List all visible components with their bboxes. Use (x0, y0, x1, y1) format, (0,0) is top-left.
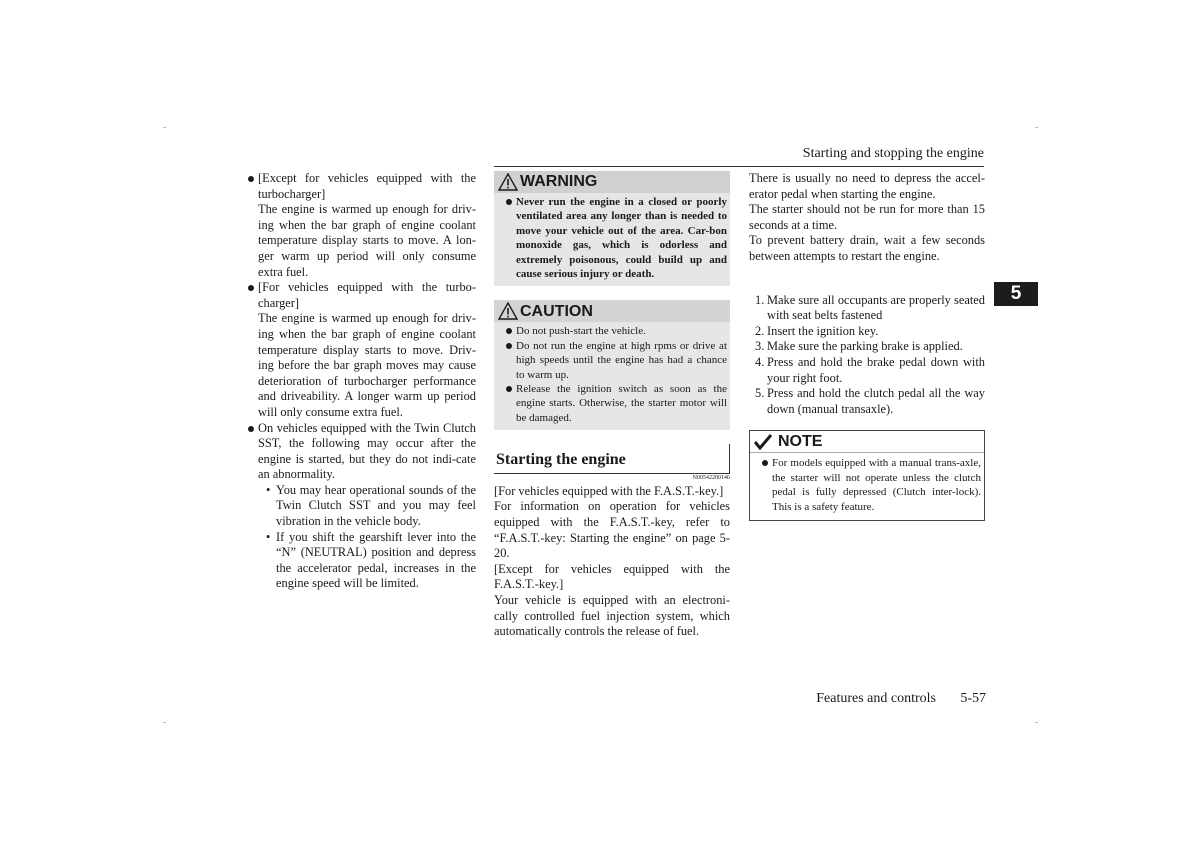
step-item: 3. Make sure the parking brake is applied. (755, 339, 963, 354)
section-paragraph: Your vehicle is equipped with an electroni-cally controlled fuel injection system, which automatically controls the release of fuel. (494, 593, 730, 639)
warning-title: WARNING (520, 173, 598, 191)
bullet-body: The engine is warmed up enough for driv-ing when the bar graph of engine coolant temperature display starts to move. A lon-ger warm up period will only consume extra fuel. (258, 202, 476, 279)
right-column (749, 171, 985, 521)
warning-header (494, 171, 730, 193)
step-item: 2. Insert the ignition key. (755, 323, 879, 338)
sub-bullet: • If you shift the gearshift lever into the “N” (NEUTRAL) position and depress the accelerator pedal, increases in the engine speed will be limited. (258, 530, 476, 592)
middle-column (494, 171, 730, 640)
bullet-label: On vehicles equipped with the Twin Clutch SST, the following may occur after the engine is started, but they do not indi-cate an abnormality. (258, 420, 476, 482)
page-header-title: Starting and stopping the engine (802, 146, 984, 161)
caution-item: Do not run the engine at high rpms or drive at high speeds until the engine has had a chance to warm up. (504, 339, 727, 382)
warning-item: Never run the engine in a closed or poorly ventilated area any longer than is needed to move your vehicle out of the area. Car-bon monoxide gas, which is odorless and extremely poisonous, could build up and cause serious injury or death. (504, 195, 727, 281)
intro-paragraph: There is usually no need to depress the accel-erator pedal when starting the engine. (749, 171, 985, 201)
note-title: NOTE (778, 433, 823, 451)
bullet-body: The engine is warmed up enough for driv-ing when the bar graph of engine coolant temperature display starts to move. Driv-ing before the bar graph moves may cause deterioration of turbocharger performance and driveability. A longer warm up period will only consume extra fuel. (258, 311, 476, 419)
warning-body (494, 193, 730, 286)
chapter-tab: 5 (994, 282, 1038, 306)
step-item: 4. Press and hold the brake pedal down with your right foot. (755, 354, 985, 385)
checkmark-icon (754, 434, 772, 450)
caution-title: CAUTION (520, 302, 593, 320)
crop-mark (1035, 722, 1038, 723)
step-item: 1. Make sure all occupants are properly seated with seat belts fastened (755, 292, 985, 323)
note-header (750, 431, 984, 453)
bullet-item (246, 280, 476, 420)
caution-item: Release the ignition switch as soon as the engine starts. Otherwise, the starter motor will be damaged. (504, 382, 727, 425)
left-column (246, 171, 476, 592)
crop-mark (1035, 127, 1038, 128)
caution-triangle-icon (498, 302, 518, 320)
section-heading: Starting the engine (494, 444, 730, 474)
warning-box (494, 171, 730, 286)
step-item: 5. Press and hold the clutch pedal all the way down (manual transaxle). (755, 386, 985, 416)
note-item: For models equipped with a manual trans-axle, the starter will not operate unless the clutch pedal is fully depressed (Clutch inter-lock). This is a safety feature. (760, 456, 981, 514)
intro-paragraph: The starter should not be run for more than 15 seconds at a time. (749, 202, 985, 232)
warning-triangle-icon (498, 173, 518, 191)
footer-section-label: Features and controls (816, 691, 936, 706)
caution-item: Do not push-start the vehicle. (504, 324, 727, 338)
crop-mark (163, 722, 166, 723)
bullet-label: [For vehicles equipped with the turbo-charger] (258, 280, 476, 310)
intro-paragraph: To prevent battery drain, wait a few seconds between attempts to restart the engine. (749, 233, 985, 263)
section-paragraph: [For vehicles equipped with the F.A.S.T.-key.] (494, 483, 724, 498)
note-body (750, 453, 984, 520)
header-rule (494, 166, 984, 167)
sub-bullet: • You may hear operational sounds of the Twin Clutch SST and you may feel vibration in the vehicle body. (258, 483, 476, 530)
caution-box (494, 300, 730, 430)
page-number: 5-57 (960, 691, 986, 706)
bullet-label: [Except for vehicles equipped with the turbocharger] (258, 171, 476, 201)
caution-body (494, 322, 730, 430)
bullet-item (246, 421, 476, 593)
caution-header (494, 300, 730, 322)
bullet-item (246, 171, 476, 280)
section-code: N00542200146 (692, 474, 730, 481)
crop-mark (163, 127, 166, 128)
note-box (749, 430, 985, 521)
section-paragraph: For information on operation for vehicles equipped with the F.A.S.T.-key, refer to “F.A.S.T.-key: Starting the engine” on page 5-20. (494, 499, 730, 561)
section-paragraph: [Except for vehicles equipped with the F.A.S.T.-key.] (494, 561, 730, 592)
